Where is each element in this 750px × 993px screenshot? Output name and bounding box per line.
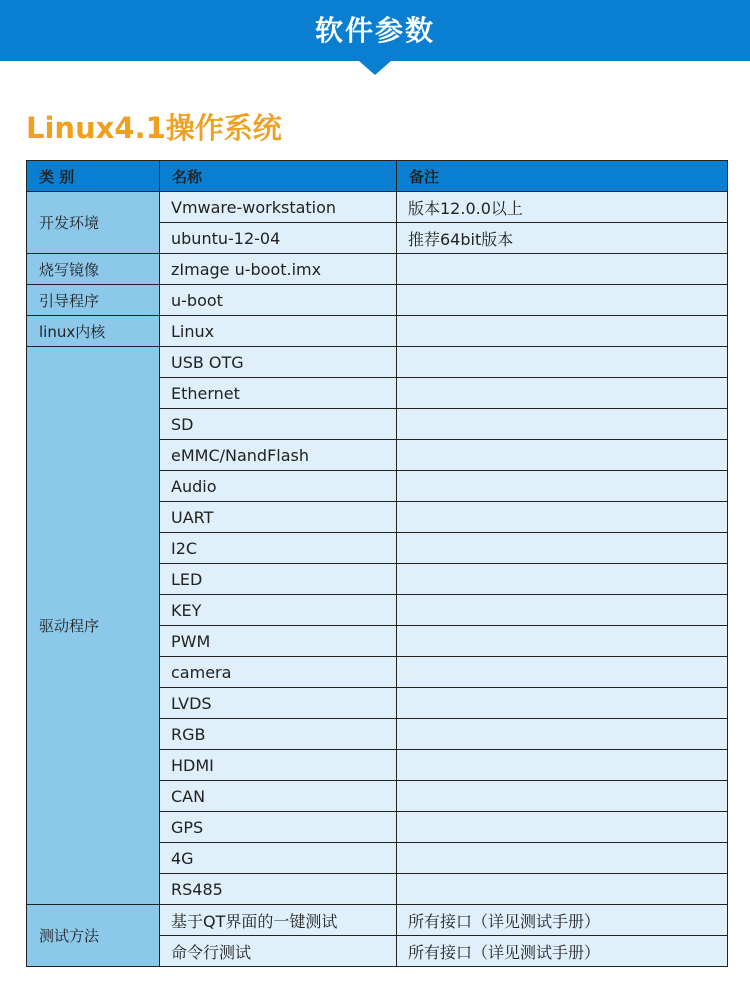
note-cell (397, 874, 728, 905)
category-cell: 引导程序 (27, 285, 160, 316)
note-cell (397, 750, 728, 781)
table-row (27, 285, 728, 316)
table-row (27, 254, 728, 285)
note-cell: 所有接口（详见测试手册） (397, 905, 728, 936)
category-cell: 烧写镜像 (27, 254, 160, 285)
name-cell: camera (160, 657, 397, 688)
banner-title: 软件参数 (314, 14, 435, 47)
note-cell (397, 843, 728, 874)
name-cell: LED (160, 564, 397, 595)
table-row (27, 905, 728, 936)
section-title: Linux4.1操作系统 (26, 111, 282, 145)
header-name: 名称 (160, 161, 397, 192)
note-cell (397, 595, 728, 626)
name-cell: GPS (160, 812, 397, 843)
note-cell: 推荐64bit版本 (397, 223, 728, 254)
name-cell: 命令行测试 (160, 936, 397, 967)
note-cell (397, 254, 728, 285)
name-cell: HDMI (160, 750, 397, 781)
name-cell: Linux (160, 316, 397, 347)
name-cell: RGB (160, 719, 397, 750)
note-cell (397, 378, 728, 409)
name-cell: Ethernet (160, 378, 397, 409)
name-cell: LVDS (160, 688, 397, 719)
note-cell (397, 626, 728, 657)
header-category: 类 别 (27, 161, 160, 192)
note-cell (397, 812, 728, 843)
note-cell (397, 347, 728, 378)
name-cell: Audio (160, 471, 397, 502)
note-cell: 版本12.0.0以上 (397, 192, 728, 223)
name-cell: CAN (160, 781, 397, 812)
name-cell: 4G (160, 843, 397, 874)
name-cell: USB OTG (160, 347, 397, 378)
category-cell: 驱动程序 (27, 347, 160, 905)
note-cell (397, 719, 728, 750)
category-cell: 测试方法 (27, 905, 160, 967)
name-cell: zImage u-boot.imx (160, 254, 397, 285)
note-cell (397, 409, 728, 440)
note-cell (397, 564, 728, 595)
name-cell: 基于QT界面的一键测试 (160, 905, 397, 936)
name-cell: SD (160, 409, 397, 440)
name-cell: RS485 (160, 874, 397, 905)
name-cell: UART (160, 502, 397, 533)
banner (0, 0, 750, 61)
name-cell: PWM (160, 626, 397, 657)
name-cell: I2C (160, 533, 397, 564)
note-cell (397, 316, 728, 347)
header-note: 备注 (397, 161, 728, 192)
table-row (27, 192, 728, 223)
table-row (27, 316, 728, 347)
name-cell: Vmware-workstation (160, 192, 397, 223)
note-cell (397, 781, 728, 812)
note-cell (397, 285, 728, 316)
note-cell (397, 533, 728, 564)
note-cell (397, 502, 728, 533)
note-cell (397, 440, 728, 471)
category-cell: linux内核 (27, 316, 160, 347)
category-cell: 开发环境 (27, 192, 160, 254)
note-cell: 所有接口（详见测试手册） (397, 936, 728, 967)
spec-table (26, 160, 728, 967)
name-cell: u-boot (160, 285, 397, 316)
name-cell: KEY (160, 595, 397, 626)
note-cell (397, 471, 728, 502)
table-header-row (27, 161, 728, 192)
table-row (27, 347, 728, 378)
banner-notch (359, 61, 391, 75)
name-cell: eMMC/NandFlash (160, 440, 397, 471)
name-cell: ubuntu-12-04 (160, 223, 397, 254)
note-cell (397, 657, 728, 688)
note-cell (397, 688, 728, 719)
